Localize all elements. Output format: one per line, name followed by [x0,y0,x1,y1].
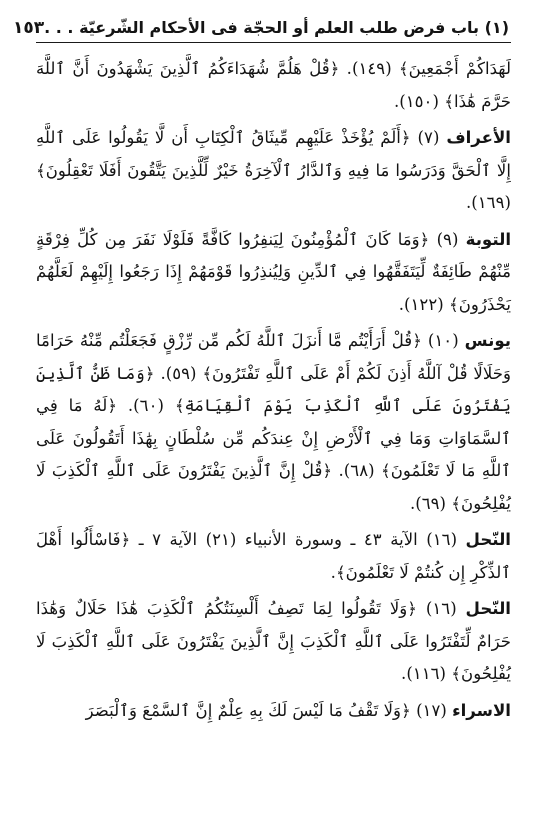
paragraph-al-isra [36,695,511,728]
paragraph-an-nahl-1 [36,524,511,589]
paragraph-yunus [36,325,511,520]
book-page [12,18,512,727]
verse-text: (٧) ﴿أَلَمْ يُؤْخَذْ عَلَيْهِم مِّيثَاقُ ٱلْكِتَابِ أَن لَّا يَقُولُوا عَلَى ٱللَّهِ إِلَّا ٱلْحَقَّ وَدَرَسُوا مَا فِيهِ وَٱلدَّارُ ٱلْآخِرَةُ خَيْرٌ لِّلَّذِينَ يَتَّقُونَ أَفَلَا تَعْقِلُونَ﴾ (١٦٩). [36,128,511,212]
verse-text: لَهَدَاكُمْ أَجْمَعِينَ﴾ (١٤٩). ﴿قُلْ هَلُمَّ شُهَدَاءَكُمُ ٱلَّذِينَ يَشْهَدُونَ أَنَّ ٱللَّهَ حَرَّمَ هَٰذَا﴾ (١٥٠). [36,59,511,111]
verse-text: (٩) ﴿وَمَا كَانَ ٱلْمُؤْمِنُونَ لِيَنفِرُوا كَافَّةً فَلَوْلَا نَفَرَ مِن كُلِّ فِرْقَةٍ مِّنْهُمْ طَائِفَةٌ لِّيَتَفَقَّهُوا فِي ٱلدِّينِ وَلِيُنذِرُوا قَوْمَهُمْ إِذَا رَجَعُوا إِلَيْهِمْ لَعَلَّهُمْ يَحْذَرُونَ﴾ (١٢٢). [36,229,511,314]
paragraph-al-araf [36,122,511,220]
page-body [36,53,511,727]
surah-reference: النّحل [465,530,511,549]
surah-reference: الاسراء [452,700,511,720]
paragraph-an-nahl-2 [36,593,511,691]
surah-reference: الأعراف [446,128,511,147]
verse-text: (١٦) الآية ٤٣ ـ وسورة الأنبياء (٢١) الآية ٧ ـ ﴿فَاسْأَلُوا أَهْلَ ٱلذِّكْرِ إِن كُنتُمْ لَا تَعْلَمُونَ﴾. [36,530,511,582]
chapter-title: (١) باب فرض طلب العلم أو الحجّة فى الأحكام الشّرعيّة . . . [44,18,509,37]
paragraph-continuation [36,53,511,118]
verse-text: (١٦) ﴿وَلَا تَقُولُوا لِمَا تَصِفُ أَلْسِنَتُكُمُ ٱلْكَذِبَ هَٰذَا حَلَالٌ وَهَٰذَا حَرَامٌ لِّتَفْتَرُوا عَلَى ٱللَّهِ ٱلْكَذِبَ إِنَّ ٱلَّذِينَ يَفْتَرُونَ عَلَى ٱللَّهِ ٱلْكَذِبَ لَا يُفْلِحُونَ﴾ (١١٦). [36,599,511,683]
paragraph-at-tawba [36,224,511,322]
running-header [12,18,511,43]
surah-reference: التوبة [465,229,512,249]
verse-text: (١٠) ﴿قُلْ أَرَأَيْتُم مَّا أَنزَلَ ٱللَّهُ لَكُم مِّن رِّزْقٍ فَجَعَلْتُم مِّنْهُ حَرَامًا وَحَلَالًا قُلْ آللَّهُ أَذِنَ لَكُمْ أَمْ عَلَى ٱللَّهِ تَفْتَرُونَ﴾ (٥٩). ﴿وَمَا ظَنُّ ٱلَّذِينَ يَفْتَرُونَ عَلَى ٱللَّهِ ٱلْكَذِبَ يَوْمَ ٱلْقِيَامَةِ﴾ (٦٠). ﴿لَهُ مَا فِي ٱلسَّمَاوَاتِ وَمَا فِي ٱلْأَرْضِ إِنْ عِندَكُم مِّن سُلْطَانٍ بِهَٰذَا أَتَقُولُونَ عَلَى ٱللَّهِ مَا لَا تَعْلَمُونَ﴾ (٦٨). ﴿قُلْ إِنَّ ٱلَّذِينَ يَفْتَرُونَ عَلَى ٱللَّهِ ٱلْكَذِبَ لَا يُفْلِحُونَ﴾ (٦٩). [36,331,512,513]
verse-text: (١٧) ﴿وَلَا تَقْفُ مَا لَيْسَ لَكَ بِهِ عِلْمٌ إِنَّ ٱلسَّمْعَ وَٱلْبَصَرَ [85,700,447,720]
surah-reference: النّحل [465,599,511,618]
surah-reference: يونس [464,331,511,350]
page-number: ١٥٣ [12,18,45,38]
